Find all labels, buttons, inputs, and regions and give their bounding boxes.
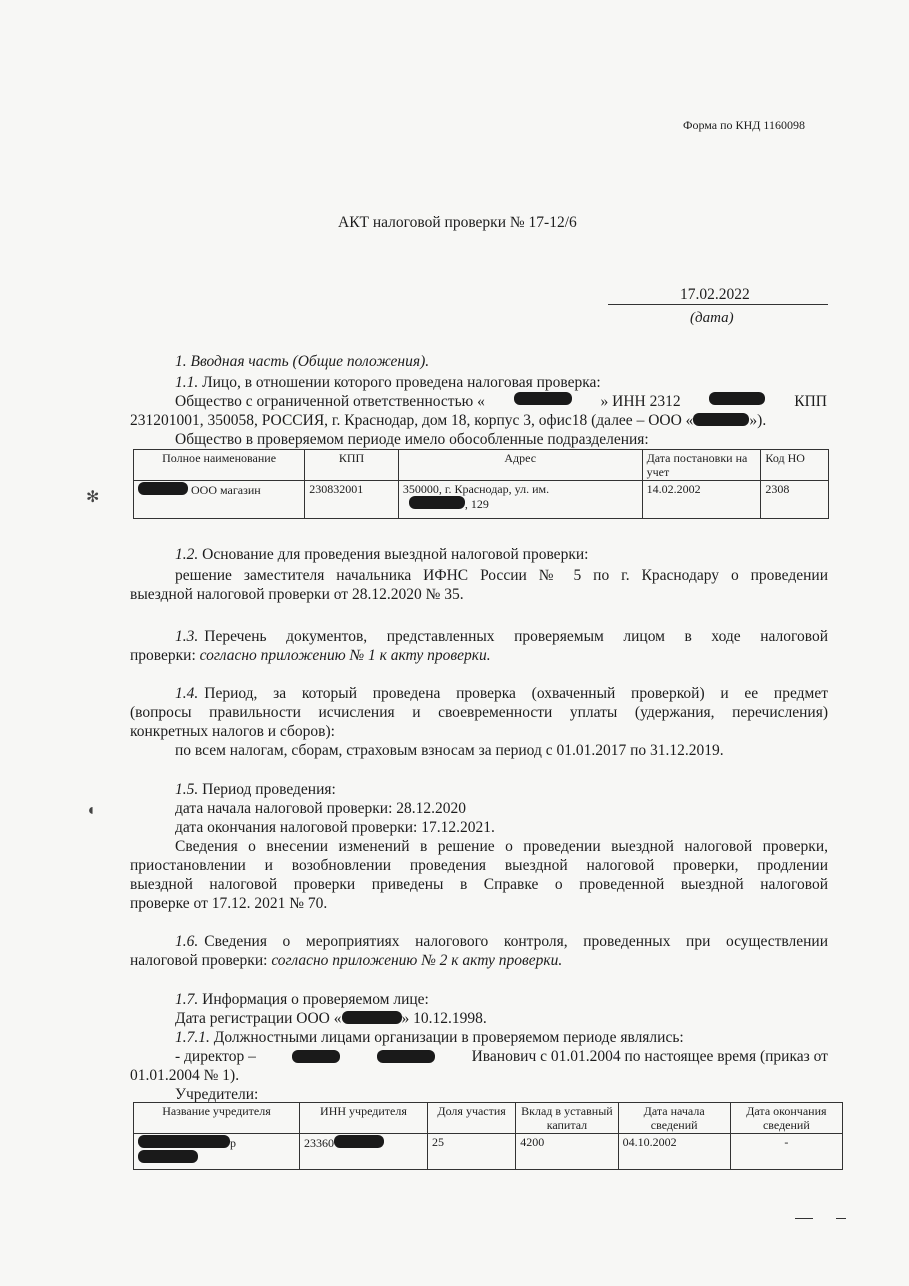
- table-header-cell: Доля участия: [427, 1103, 515, 1134]
- table-cell: 2308: [761, 481, 829, 519]
- check-end-date: дата окончания налоговой проверки: 17.12.2021.: [175, 819, 495, 836]
- section-number: 1.1.: [175, 374, 199, 391]
- table-header-row: [134, 450, 829, 481]
- director-order: 01.01.2004 № 1).: [130, 1067, 240, 1084]
- section-1-2-line-2: выездной налоговой проверки от 28.12.2020 № 35.: [130, 586, 464, 603]
- page-footer-line: [836, 1218, 846, 1219]
- section-1-2: [175, 545, 588, 564]
- address-tail: , 129: [464, 497, 489, 511]
- table-header-cell: Дата постановки на учет: [642, 450, 761, 481]
- director-text-b: Иванович с 01.01.2004 по настоящее время (приказ от: [471, 1048, 828, 1065]
- table-header-row: [134, 1103, 843, 1134]
- appendix-reference: согласно приложению № 2 к акту проверки.: [271, 952, 563, 969]
- section-1-4-line-1: [175, 684, 828, 703]
- branch-name: ООО магазин: [191, 483, 261, 497]
- redaction: [292, 1050, 340, 1063]
- redaction: [138, 482, 188, 495]
- section-number: 1.2.: [175, 546, 199, 563]
- date-caption: (дата): [690, 310, 734, 326]
- redaction: [334, 1135, 384, 1148]
- table-header-cell: Полное наименование: [134, 450, 305, 481]
- table-header-cell: Вклад в уставный капитал: [516, 1103, 618, 1134]
- founders-label: Учредители:: [175, 1086, 259, 1103]
- section-1-6-line-2: [130, 951, 562, 970]
- redaction: [377, 1050, 435, 1063]
- section-1-5-line-3: Сведения о внесении изменений в решение о проведении выездной налоговой проверки,: [175, 838, 828, 855]
- address-line-1: 350000, г. Краснодар, ул. им.: [402, 482, 550, 496]
- registration-text-a: Дата регистрации ООО «: [175, 1010, 342, 1027]
- section-1-7-1: [175, 1028, 684, 1047]
- act-date: 17.02.2022: [680, 286, 750, 303]
- scan-mark: ◖: [86, 802, 96, 819]
- section-1-5-line-5: выездной налоговой проверки приведены в Справке о проведенной выездной налоговой: [130, 876, 828, 893]
- founders-table: [133, 1102, 843, 1170]
- table-header-cell: Адрес: [398, 450, 642, 481]
- table-header-cell: ИНН учредителя: [299, 1103, 427, 1134]
- redaction: [138, 1135, 230, 1148]
- table-header-cell: Название учредителя: [134, 1103, 300, 1134]
- section-1-4-line-3: конкретных налогов и сборов):: [130, 723, 335, 740]
- table-row: [134, 481, 829, 519]
- section-text: проверки:: [130, 647, 200, 664]
- table-cell: [398, 481, 642, 519]
- section-number: 1.7.1.: [175, 1029, 210, 1046]
- section-text: Информация о проверяемом лице:: [202, 991, 429, 1008]
- table-cell: [299, 1134, 427, 1170]
- table-cell: 25: [427, 1134, 515, 1170]
- section-number: 1.3.: [175, 628, 199, 645]
- director-line: [175, 1047, 828, 1066]
- founder-name: [138, 1135, 295, 1150]
- table-cell: [134, 481, 305, 519]
- registration-text-b: » 10.12.1998.: [401, 1010, 487, 1027]
- table-header-cell: Код НО: [761, 450, 829, 481]
- section-number: 1.6.: [175, 933, 199, 950]
- scan-mark: ✻: [86, 489, 100, 506]
- section-text: Сведения о мероприятиях налогового контроля, проведенных при осуществлении: [204, 933, 828, 950]
- section-1-4-line-4: по всем налогам, сборам, страховым взносам за период с 01.01.2017 по 31.12.2019.: [175, 742, 724, 759]
- section-text: налоговой проверки:: [130, 952, 272, 969]
- table-header-cell: КПП: [305, 450, 399, 481]
- org-line-2: [130, 411, 827, 430]
- section-1-6-line-1: [175, 932, 828, 951]
- section-number: 1.7.: [175, 991, 199, 1008]
- section-1-5: [175, 780, 336, 799]
- redaction: [342, 1011, 402, 1024]
- section-text: Основание для проведения выездной налоговой проверки:: [202, 546, 589, 563]
- section-text: Перечень документов, представленных проверяемым лицом в ходе налоговой: [204, 628, 828, 645]
- table-cell: 230832001: [305, 481, 399, 519]
- section-heading: 1. Вводная часть (Общие положения).: [175, 353, 430, 370]
- org-line-1-b: » ИНН 2312: [600, 393, 681, 410]
- redaction: [693, 413, 749, 426]
- table-cell: -: [730, 1134, 842, 1170]
- address-line-2: [403, 496, 638, 511]
- table-cell: [134, 1134, 300, 1170]
- section-1-5-line-6: проверке от 17.12. 2021 № 70.: [130, 895, 328, 912]
- appendix-reference: согласно приложению № 1 к акту проверки.: [199, 647, 491, 664]
- document-title: АКТ налоговой проверки № 17-12/6: [338, 214, 577, 231]
- page-footer-line: [795, 1218, 813, 1219]
- section-1-4-line-2: (вопросы правильности исчисления и своевременности уплаты (удержания, перечисления): [130, 704, 828, 721]
- table-cell: 04.10.2002: [618, 1134, 730, 1170]
- director-text-a: - директор –: [175, 1048, 256, 1065]
- section-1-3-line-1: [175, 627, 828, 646]
- org-line-2-b: »).: [749, 412, 767, 429]
- section-text: Должностными лицами организации в проверяемом периоде являлись:: [213, 1029, 684, 1046]
- table-row: [134, 1134, 843, 1170]
- redaction: [709, 392, 765, 405]
- org-line-1-c: КПП: [794, 393, 827, 410]
- section-1-3-line-2: [130, 646, 491, 665]
- founder-name-tail: р: [230, 1136, 236, 1150]
- section-number: 1.5.: [175, 781, 199, 798]
- branches-intro: Общество в проверяемом периоде имело обособленные подразделения:: [175, 431, 649, 448]
- table-header-cell: Дата начала сведений: [618, 1103, 730, 1134]
- redaction: [514, 392, 572, 405]
- branch-table: [133, 449, 829, 519]
- section-1-1: [175, 373, 601, 392]
- founder-name-2: [138, 1150, 295, 1165]
- section-text: Период, за который проведена проверка (охваченный проверкой) и ее предмет: [204, 685, 828, 702]
- check-start-date: дата начала налоговой проверки: 28.12.2020: [175, 800, 466, 817]
- section-1-7: [175, 990, 429, 1009]
- table-header-cell: Дата окончания сведений: [730, 1103, 842, 1134]
- org-line-1-a: Общество с ограниченной ответственностью «: [175, 393, 485, 410]
- section-text: Период проведения:: [202, 781, 336, 798]
- redaction: [409, 496, 465, 509]
- registration-date: [175, 1009, 487, 1028]
- table-cell: 14.02.2002: [642, 481, 761, 519]
- org-line-1: [175, 392, 827, 411]
- form-label: Форма по КНД 1160098: [683, 118, 805, 132]
- redaction: [138, 1150, 198, 1163]
- section-text: Лицо, в отношении которого проведена налоговая проверка:: [202, 374, 601, 391]
- section-number: 1.4.: [175, 685, 199, 702]
- section-1-5-line-4: приостановлении и возобновлении проведения выездной налоговой проверки, продлении: [130, 857, 828, 874]
- date-underline: [608, 304, 828, 305]
- table-cell: 4200: [516, 1134, 618, 1170]
- founder-inn: 23360: [303, 1136, 334, 1150]
- section-1-2-line-1: решение заместителя начальника ИФНС России № 5 по г. Краснодару о проведении: [175, 567, 828, 584]
- org-line-2-a: 231201001, 350058, РОССИЯ, г. Краснодар, дом 18, корпус 3, офис18 (далее – ООО «: [130, 412, 694, 429]
